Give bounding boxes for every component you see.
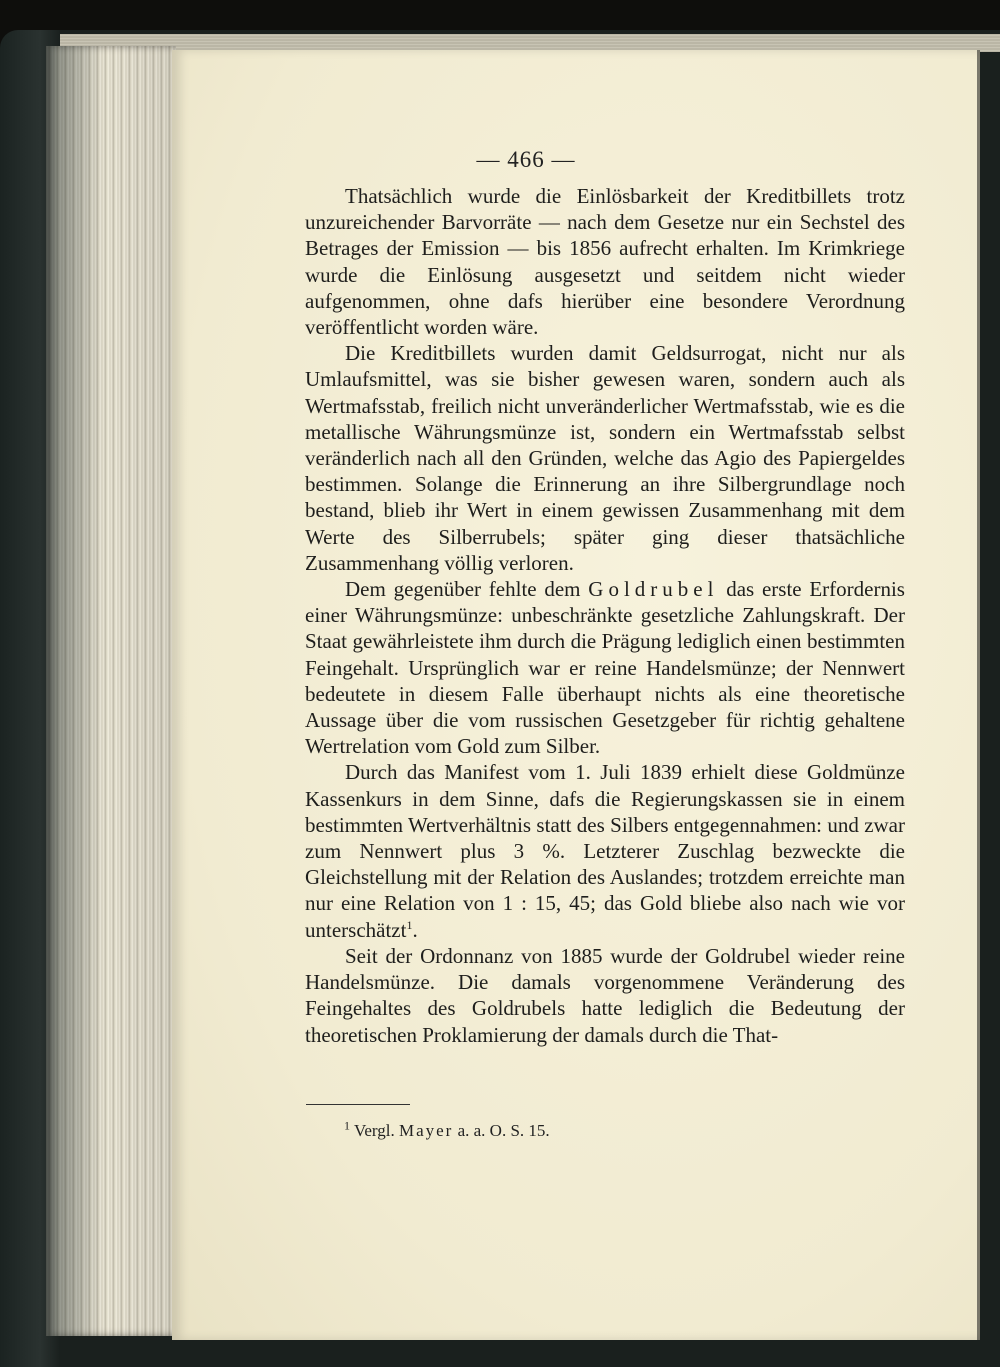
paragraph-5: Seit der Ordonnanz von 1885 wurde der Goldrubel wieder reine Handelsmünze. Die damals vorgenommene Veränderung des Feingehaltes des Goldrubels hatte lediglich die Bedeutung der theoretischen Proklamierung der damals durch die That- xyxy=(305,943,905,1047)
footnote-reference: 1 xyxy=(406,917,413,932)
paragraph-3 xyxy=(305,576,905,759)
footnote xyxy=(344,1118,550,1141)
page-right-edge xyxy=(977,50,980,1340)
paragraph-4-text: Durch das Manifest vom 1. Juli 1839 erhielt diese Goldmünze Kassenkurs in dem Sinne, dafs die Regierungskassen sie in einem bestimmten Wertverhältnis statt des Silbers entgegennahmen: und zwar zum Nennwert plus 3 %. Letzterer Zuschlag bezweckte die Gleichstellung mit der Relation des Auslandes; trotzdem erreichte man nur eine Relation von 1 : 15, 45; das Gold bliebe also nach wie vor unterschätzt xyxy=(305,760,905,942)
page-number: — 466 — xyxy=(476,147,576,172)
footnote-divider xyxy=(306,1104,410,1105)
paragraph-3-start: Dem gegenüber fehlte dem xyxy=(345,577,589,602)
emphasized-term: Goldrubel xyxy=(588,577,719,602)
paragraph-1: Thatsächlich wurde die Einlösbarkeit der Kreditbillets trotz unzureichender Barvorräte — nach dem Gesetze nur ein Sechstel des Betrages der Emission — bis 1856 aufrecht erhalten. Im Krimkriege wurde die Einlösung ausgesetzt und seitdem nicht wieder aufgenommen, ohne dafs hierüber eine besondere Verordnung veröffentlicht worden wäre. xyxy=(305,184,905,340)
footnote-text-start: Vergl. xyxy=(350,1121,399,1140)
left-page-edges xyxy=(46,46,176,1336)
footnote-text-end: a. a. O. S. 15. xyxy=(453,1121,550,1140)
paragraph-4 xyxy=(305,759,905,942)
paragraph-3-end: das erste Erfordernis einer Währungsmünze: unbeschränkte gesetzliche Zahlungskraft. Der Staat gewährleistete ihm durch die Prägung lediglich einen bestimmten Feingehalt. Ursprünglich war er reine Handelsmünze; der Nennwert bedeutete in diesem Falle überhaupt nichts als eine theoretische Aussage über die vom russischen Gesetzgeber für richtig gehaltene Wertrelation vom Gold zum Silber. xyxy=(305,577,905,759)
book-page xyxy=(172,50,980,1340)
paragraph-4-end: . xyxy=(412,917,418,942)
body-text xyxy=(305,183,905,1048)
paragraph-2: Die Kreditbillets wurden damit Geldsurrogat, nicht nur als Umlaufsmittel, was sie bisher gewesen waren, sondern auch als Wertmafsstab, freilich nicht unveränderlicher Wertmafsstab, wie es die metallische Währungsmünze ist, sondern ein Wertmafsstab selbst veränderlich nach all den Gründen, welche das Agio des Papiergeldes bestimmen. Solange die Erinnerung an ihre Silbergrundlage noch bestand, blieb ihr Wert in einem gewissen Zusammenhang mit dem Werte des Silberrubels; später ging dieser thatsächliche Zusammenhang völlig verloren. xyxy=(305,341,905,575)
footnote-marker: 1 xyxy=(344,1118,350,1133)
footnote-author: Mayer xyxy=(398,1121,454,1140)
